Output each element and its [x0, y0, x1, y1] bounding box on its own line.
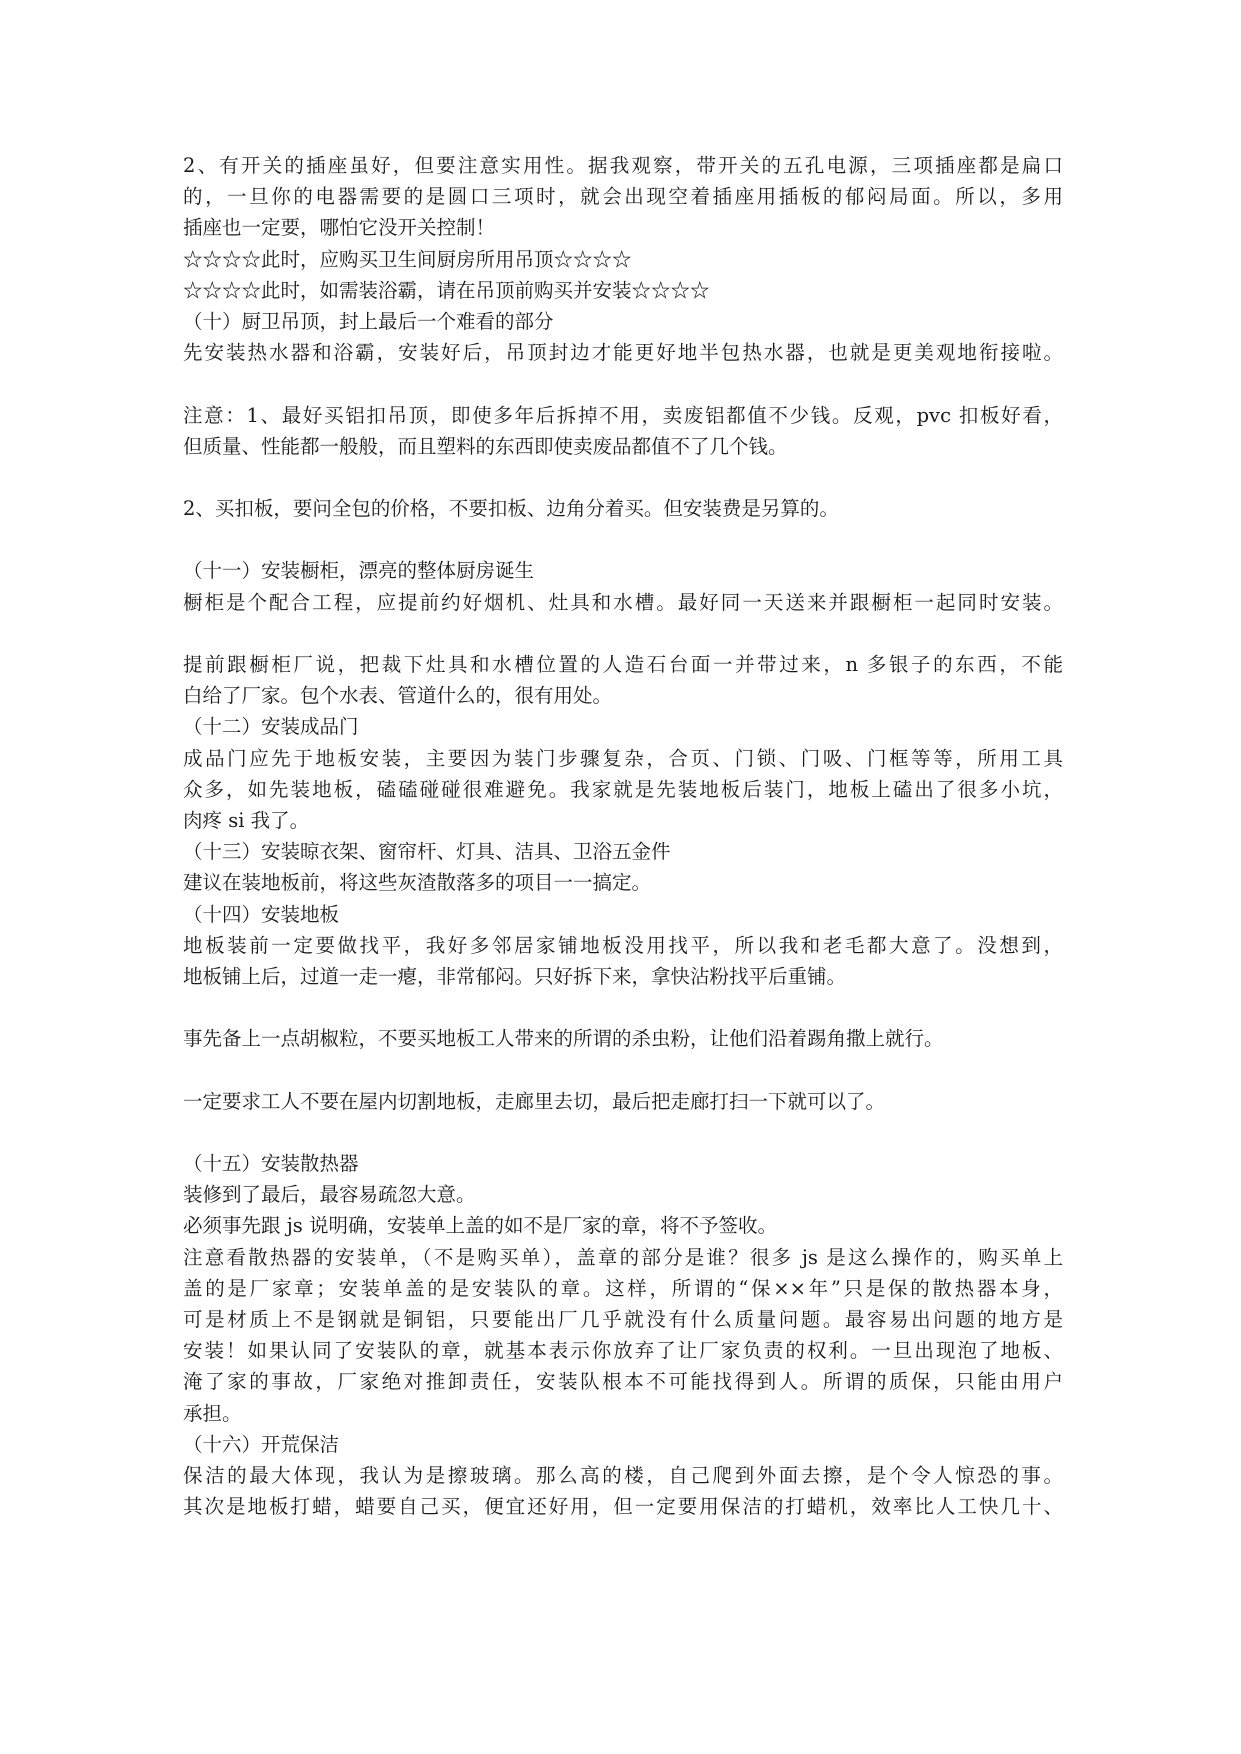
- text-line: 盖的是厂家章；安装单盖的是安装队的章。这样，所谓的“保××年”只是保的散热器本身，: [183, 1276, 1063, 1300]
- text-line: 众多，如先装地板，磕磕碰碰很难避免。我家就是先装地板后装门，地板上磕出了很多小坑，: [183, 777, 1063, 801]
- text-line: 注意：1、最好买铝扣吊顶，即使多年后拆掉不用，卖废铝都值不少钱。反观，pvc 扣板好看，: [183, 403, 1063, 427]
- text-line: 2、有开关的插座虽好，但要注意实用性。据我观察，带开关的五孔电源，三项插座都是扁口: [183, 154, 1063, 177]
- text-line: 淹了家的事故，厂家绝对推卸责任，安装队根本不可能找得到人。所谓的质保，只能由用户: [183, 1370, 1063, 1394]
- text-line: 其次是地板打蜡，蜡要自己买，便宜还好用，但一定要用保洁的打蜡机，效率比人工快几十、: [183, 1495, 1063, 1519]
- document-body: [183, 150, 1063, 1522]
- blank-line: [183, 1054, 1063, 1085]
- text-line: 提前跟橱柜厂说，把裁下灶具和水槽位置的人造石台面一并带过来，n 多银子的东西，不能: [183, 653, 1063, 676]
- text-line: 可是材质上不是钢就是铜铝，只要能出厂几乎就没有什么质量问题。最容易出问题的地方是: [183, 1307, 1063, 1331]
- text-line: 必须事先跟 js 说明确，安装单上盖的如不是厂家的章，将不予签收。: [183, 1214, 777, 1238]
- text-line: 装修到了最后，最容易疏忽大意。: [183, 1183, 476, 1207]
- text-line: 地板装前一定要做找平，我好多邻居家铺地板没用找平，所以我和老毛都大意了。没想到，: [183, 933, 1063, 957]
- text-line: （十三）安装晾衣架、窗帘杆、灯具、洁具、卫浴五金件: [183, 840, 671, 864]
- text-line: 事先备上一点胡椒粒，不要买地板工人带来的所谓的杀虫粉，让他们沿着踢角撒上就行。: [183, 1027, 944, 1051]
- text-line: 一定要求工人不要在屋内切割地板，走廊里去切，最后把走廊打扫一下就可以了。: [183, 1089, 886, 1113]
- text-line: 建议在装地板前，将这些灰渣散落多的项目一一搞定。: [183, 871, 652, 895]
- blank-line: [183, 1117, 1063, 1148]
- text-line: （十五）安装散热器: [183, 1152, 359, 1175]
- blank-line: [183, 368, 1063, 399]
- text-line: 成品门应先于地板安装，主要因为装门步骤复杂，合页、门锁、门吸、门框等等，所用工具: [183, 746, 1063, 770]
- blank-line: [183, 462, 1063, 493]
- text-line: （十六）开荒保洁: [183, 1432, 340, 1456]
- text-line: 先安装热水器和浴霸，安装好后，吊顶封边才能更好地半包热水器，也就是更美观地衔接啦。: [183, 341, 1063, 365]
- text-line: 注意看散热器的安装单，（不是购买单），盖章的部分是谁？很多 js 是这么操作的，购买单上: [183, 1245, 1063, 1269]
- text-line: （十二）安装成品门: [183, 715, 359, 739]
- text-line: 但质量、性能都一般般，而且塑料的东西即使卖废品都值不了几个钱。: [183, 434, 788, 458]
- text-line: ☆☆☆☆此时，应购买卫生间厨房所用吊顶☆☆☆☆: [183, 247, 632, 271]
- text-line: 保洁的最大体现，我认为是擦玻璃。那么高的楼，自己爬到外面去擦，是个令人惊恐的事。: [183, 1463, 1063, 1487]
- text-line: 肉疼 si 我了。: [183, 808, 310, 832]
- blank-line: [183, 992, 1063, 1023]
- text-line: 的，一旦你的电器需要的是圆口三项时，就会出现空着插座用插板的郁闷局面。所以，多用: [183, 185, 1063, 209]
- text-line: 安装！如果认同了安装队的章，就基本表示你放弃了让厂家负责的权利。一旦出现泡了地板、: [183, 1339, 1063, 1363]
- text-line: 承担。: [183, 1401, 242, 1425]
- blank-line: [183, 618, 1063, 649]
- text-line: （十四）安装地板: [183, 902, 340, 926]
- text-line: （十）厨卫吊顶，封上最后一个难看的部分: [183, 309, 554, 333]
- text-line: 橱柜是个配合工程，应提前约好烟机、灶具和水槽。最好同一天送来并跟橱柜一起同时安装。: [183, 590, 1063, 614]
- text-line: 白给了厂家。包个水表、管道什么的，很有用处。: [183, 684, 613, 708]
- text-line: 插座也一定要，哪怕它没开关控制！: [183, 216, 496, 240]
- text-line: 2、买扣板，要问全包的价格，不要扣板、边角分着买。但安装费是另算的。: [183, 497, 839, 521]
- text-line: ☆☆☆☆此时，如需装浴霸，请在吊顶前购买并安装☆☆☆☆: [183, 278, 710, 302]
- text-line: （十一）安装橱柜，漂亮的整体厨房诞生: [183, 559, 535, 583]
- blank-line: [183, 524, 1063, 555]
- text-line: 地板铺上后，过道一走一瘪，非常郁闷。只好拆下来，拿快沾粉找平后重铺。: [183, 964, 847, 988]
